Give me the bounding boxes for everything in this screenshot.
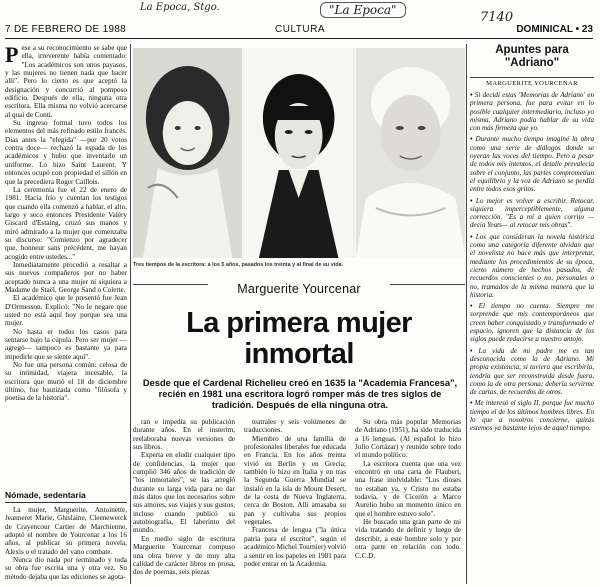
drop-cap: P — [5, 44, 19, 67]
sidebar — [470, 44, 594, 586]
article-column-1 — [5, 44, 127, 484]
sidebar-note: • Si decidí estas 'Memorias de Adriano' en primera persona, fue para evitar en lo posible cualquier intermediario, incluso yo misma. Adriano podía hablar de su vida con más firmeza que yo. — [470, 91, 594, 132]
article-paragraph: Experta en eludir cualquier tipo de confidencias, la mujer que cumplió 346 años de tradición de "los inmortales", se las arregló durante su larga vida para no dar más datos que los necesarios sobre sus amores, sus viajes y sus gustos, incluso cuando publicó su autobiografía, El laberinto del mundo. — [133, 451, 235, 535]
article-headline: La primera mujer inmortal — [186, 307, 412, 370]
article-paragraph: En medio siglo de escritura Marguerite Yourcenar compuso una obra breve y de muy alta calidad de carácter libros en prosa, dos de poemas, seis piezas — [133, 534, 235, 577]
column-rule — [130, 44, 131, 584]
article-paragraph: Pese a su reconocimiento se sabe que ella, irreverente había comentado: "Los académicos son unos payasos, y las mujeres no tienen nada que hacer allí". Pero lo cierto es que aceptó la designación y concurrió al pomposo edificio. Después de ella, ninguna otra escritora. Ella misma no volvió acercarse al quai de Conti. — [5, 44, 127, 119]
article-kicker: Marguerite Yourcenar — [237, 282, 361, 296]
photo-strip — [133, 48, 465, 258]
article-paragraph: Su ingreso formal tuvo todos los elementos del más refinado estilo francés. Dias antes la "elegida" —por 20 votos contra doce— rechazó la espada de los académicos y hubo que inventarle un uniforme. Lo hizo Saint Laurent. Y entonces ocupó con propiedad el sillón en que la precediera Roger Caillois. — [5, 119, 127, 186]
article-column-1-continued — [5, 506, 127, 586]
article-paragraph: La ceremonia fue el 22 de enero de 1981. Hacía frío y cuentan los testigos que cuando ella comenzó a hablar, el alto, largo y seco entonces Presidente Valéry Giscard d'Estaing, cruzó sus manos y miró admirado a la mujer que comenzaba su discurso: "Comienzo por agradecer que, honneur sans précédent, me hayan acogido entre ustedes..." — [5, 185, 127, 261]
article-paragraph: Nunca dio nada por terminado y toda su obra fue escrita una y otra vez. Su método dejaba que las ediciones se agota- — [5, 556, 127, 581]
article-paragraph: ran e impedía su publicación durante años. En el insterim, reelaboraba nuevas versiones de sus libros. — [133, 418, 235, 452]
article-paragraph: No fue una persona común: celosa de su intimidad, viajera incesable, la escritora que murió el 18 de diciembre último, fue bautizada como "filósofa y poetisa de la historia". — [5, 361, 127, 403]
article-paragraph: teatrales y seis volúmenes de traducciones. — [244, 418, 346, 435]
sidebar-note: • Me interesó el siglo II, porque fue mucho tiempo el de los últimos hombres libres. En lo que a nosotros concierne, quizás estemos ya bastante lejos de aquel tiempo. — [470, 399, 594, 432]
article-paragraph: No hasta er todos los casos para sentarse bajo la cúpula. Pero ser mujer —agregó— tampoco es bastante ya para impedirle que se siente aquí". — [5, 327, 127, 361]
sidebar-note: • El tiempo no cuenta. Siempre me sorprende que mis contemporáneos que creen haber conquistado y transformado el espacio, ignoren que la distancia de los siglos puede reducirse a nuestro antojo. — [470, 302, 594, 343]
article-paragraph: Francesa de lengua ("la única patria para el escritor", según el académico Michel Tournier) volvió a sentir en los papeles en 1981 para poder entrar en la Academia. — [244, 526, 346, 568]
header-rule — [5, 38, 593, 39]
handwritten-source-note: La Epoca, Stgo. — [140, 2, 220, 13]
article-paragraph: Inmediatamente procedió a resaltar a sus nuevos compañeros por no haber aceptado nunca a una mujer ni siquiera a Madame de Staël, George Sand o Colette. — [5, 260, 127, 294]
sidebar-note: • Lo mejor es volver a escribir. Retocar, siquiera imperceptiblemente, alguna corrección. "Es a mí a quien corrijo —decía Yeats— al retocar mis obras". — [470, 197, 594, 230]
article-paragraph: Su obra más popular Memorias de Adriano (1951), ha sido traducida a 16 lenguas. (Al español lo hizo Julio Cortázar) y reunido sobre todo el mundo político. — [355, 418, 461, 460]
article-column-2 — [133, 418, 235, 586]
column-rule — [466, 44, 467, 584]
header-section: CULTURA — [275, 24, 325, 35]
article-paragraph: Miembro de una familia de profesionales liberales fue educada en Francia. En los años treinta vivió en Berlín y en Grecia; también lo hizo en Italia y en tras la Segunda Guerra Mundial se instaló en la isla de Mount Desert, de la costa de Nueva Inglaterra, cerca de Boston. Allí amasaba su pan y cultivaba sus propios vegetales. — [244, 434, 346, 527]
article-subhead: Nómade, sedentaria — [5, 490, 127, 503]
photo-young-woman — [244, 48, 353, 258]
handwritten-paper-name: "La Epoca" — [320, 2, 406, 18]
article-column-4 — [355, 418, 461, 586]
header-page-label: DOMINICAL • 23 — [516, 24, 593, 35]
article-lead: Desde que el Cardenal Richelieu creó en 1635 la "Academia Francesa", recién en 1981 una escritora logró romper más de tres siglos de tradición. Después de ella ninguna otra. — [142, 378, 458, 410]
page-header — [5, 24, 593, 38]
photo-elderly-woman — [356, 48, 465, 258]
header-date: 7 DE FEBRERO DE 1988 — [5, 24, 127, 35]
article-paragraph: La escritora cuenta que una vez encontró en una carta de Flaubert, una frase inolvidable: "Los dioses no estaban ya, y Cristo no estaba todavía, y de Cicerón a Marco Aurelio hubo un momento único en que el hombre estuvo solo". — [355, 459, 461, 518]
photo-caption: Tres tiempos de la escritora: a los 5 años, pasados los treinta y al final de su vida. — [133, 262, 344, 268]
article-paragraph: La mujer, Marguerite, Antoinette, Jeanneret Marie, Ghislaine, Cleenewerck de Crayencour Cartier de Marchienne, adoptó el nombre de Yourcenar a los 16 años, al publicar su primera novela, Alexis o el tratado del vano combate. — [5, 506, 127, 556]
sidebar-note: • Los que consideran la novela histórica como una categoría diferente olvidan que el novelista no hace más que interpretar, mediante los procedimientos de su época, cierto número de hechos pasados, de recuerdos conscientes o no, personales o no, tramados de la misma manera que la historia. — [470, 233, 594, 299]
article-paragraph: El académico que le presentó fue Jean D'Ormesson. Explicó: "No le negare que usted no está aquí hoy porque sea una mujer. — [5, 294, 127, 328]
article-paragraph: He buscado una gran parte de mi vida tratando de definir y luego de describir, a este hombre solo y por otra parte en relación con todo. C.C.D. — [355, 518, 461, 560]
sidebar-note: • La vida de mi padre me es tan desconocida como la de Adriano. Mi propia existencia, si tuviera que escribirla, tendría que ser reconstruida desde fuera, como la de otra persona; debería servirme de cartas, de recuerdos de otros. — [470, 347, 594, 397]
sidebar-title: Apuntes para "Adriano" — [495, 44, 569, 69]
photo-child — [133, 48, 242, 258]
article-column-3 — [244, 418, 346, 586]
sidebar-note: • Durante mucho tiempo imaginé la obra como una serie de diálogos donde se oyeran las voces del tiempo. Pero a pesar de todos mis intentos, el detalle prevalecía sobre el conjunto, las partes comprometían el equilibrio y la voz de Adriano se perdía entre todos esos gritos. — [470, 135, 594, 193]
handwritten-archive-number: 7140 — [480, 10, 514, 25]
sidebar-body — [470, 91, 594, 433]
sidebar-author: MARGUERITE YOURCENAR — [470, 77, 594, 87]
